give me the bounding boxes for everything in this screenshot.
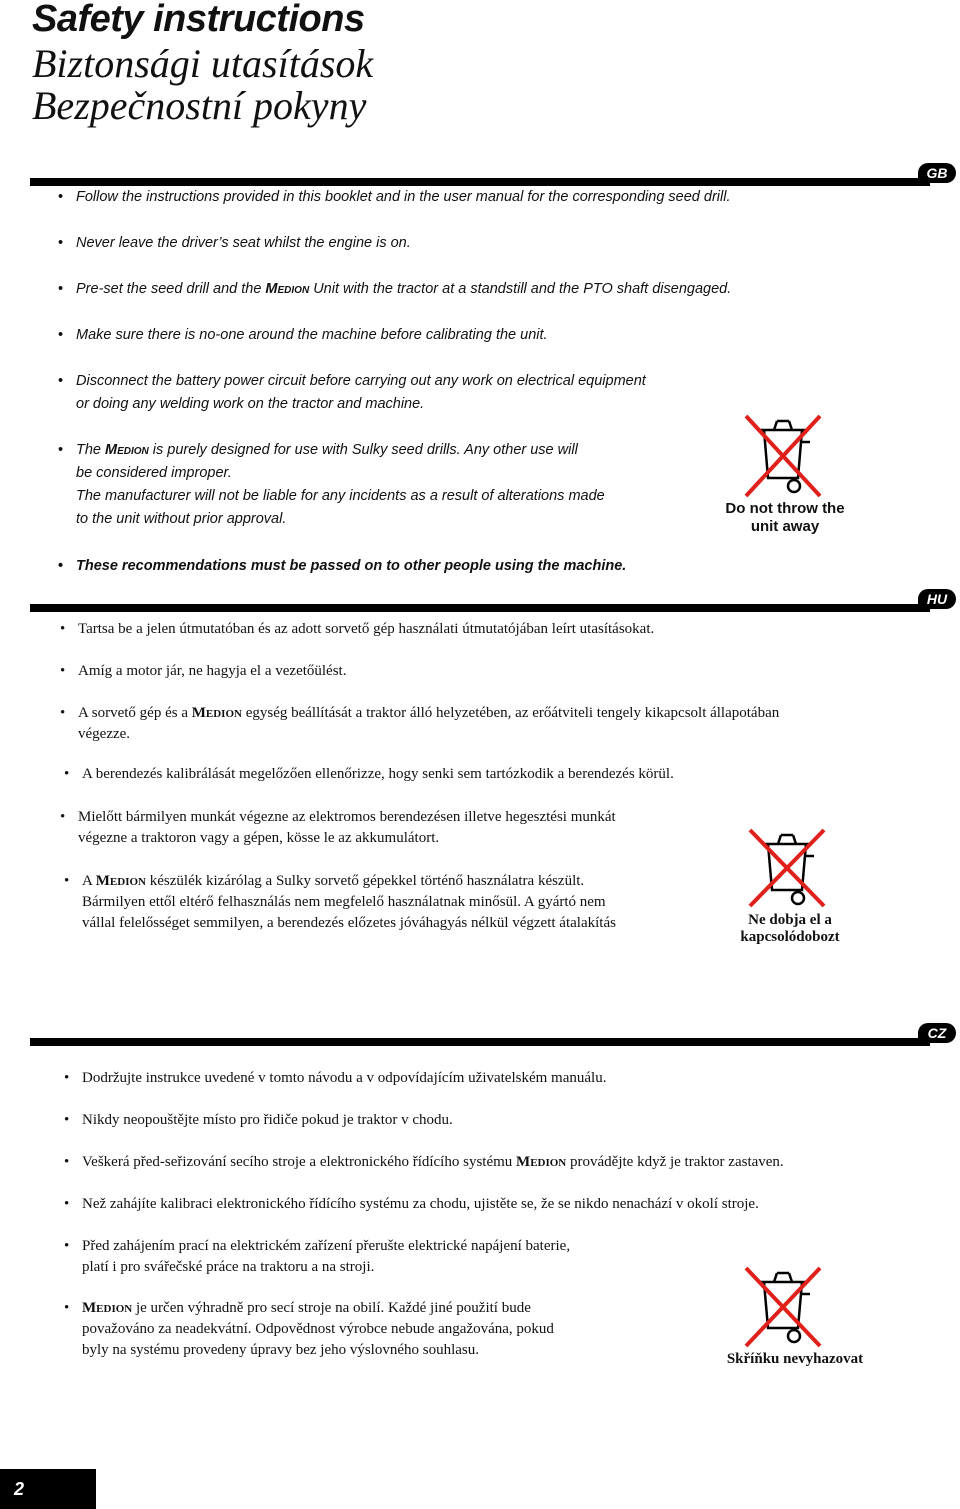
list-item: • Amíg a motor jár, ne hagyja el a vezetőülést. bbox=[60, 663, 347, 679]
list-item: • A sorvető gép és a Medion egység beállítását a traktor álló helyzetében, az erőátviteli tengely kikapcsolt állapotában végezze. bbox=[60, 705, 780, 742]
list-item: • Tartsa be a jelen útmutatóban és az adott sorvető gép használati útmutatójában leírt utasításokat. bbox=[60, 621, 655, 637]
bin-caption-hu: Ne dobja el a kapcsolódobozt bbox=[740, 912, 840, 945]
list-item: • Disconnect the battery power circuit before carrying out any work on electrical equipment or doing any welding work on the tractor and machine. bbox=[58, 373, 646, 412]
list-item: • Pre-set the seed drill and the Medion Unit with the tractor at a standstill and the PTO shaft disengaged. bbox=[58, 281, 732, 297]
page-number: 2 bbox=[0, 1469, 96, 1509]
list-item: • Než zahájíte kalibraci elektronického řídícího systému za chodu, ujistěte se, že se nikdo nenachází v okolí stroje. bbox=[64, 1196, 759, 1212]
list-item: • Never leave the driver’s seat whilst the engine is on. bbox=[58, 235, 411, 251]
brand-name: Medion bbox=[265, 281, 310, 297]
list-item: • Veškerá před-seřizování secího stroje a elektronického řídícího systému Medion provádějte když je traktor zastaven. bbox=[64, 1154, 784, 1170]
list-item: • Dodržujte instrukce uvedené v tomto návodu a v odpovídajícím uživatelském manuálu. bbox=[64, 1070, 607, 1086]
list-item: • Medion je určen výhradně pro secí stroje na obilí. Každé jiné použití bude považováno za neadekvátní. Odpovědnost výrobce nebude angažována, pokud byly na systému provedeny úpravy bez jeho výslovného souhlasu. bbox=[64, 1300, 554, 1358]
title-english: Safety instructions bbox=[32, 0, 365, 40]
section-rule-gb bbox=[30, 178, 930, 186]
crossed-out-wheelie-bin-icon bbox=[740, 412, 826, 500]
list-item: • Nikdy neopouštějte místo pro řidiče pokud je traktor v chodu. bbox=[64, 1112, 453, 1128]
list-item: • Před zahájením prací na elektrickém zařízení přerušte elektrické napájení baterie, platí i pro svářečské práce na traktoru a na stroji. bbox=[64, 1238, 571, 1275]
section-rule-hu bbox=[30, 604, 930, 612]
brand-name: Medion bbox=[95, 873, 146, 889]
brand-name: Medion bbox=[105, 442, 149, 458]
crossed-out-wheelie-bin-icon bbox=[740, 1264, 826, 1350]
language-badge-gb: GB bbox=[918, 163, 956, 183]
list-item: • These recommendations must be passed on to other people using the machine. bbox=[58, 558, 627, 574]
list-item: • Follow the instructions provided in this booklet and in the user manual for the corresponding seed drill. bbox=[58, 189, 731, 205]
list-item: • The Medion is purely designed for use with Sulky seed drills. Any other use will be considered improper. The manufacturer will not be liable for any incidents as a result of alterations made to the unit without prior approval. bbox=[58, 442, 605, 527]
title-hungarian: Biztonsági utasítások bbox=[32, 41, 374, 86]
section-rule-cz bbox=[30, 1038, 930, 1046]
brand-name: Medion bbox=[82, 1300, 133, 1316]
language-badge-cz: CZ bbox=[918, 1023, 956, 1043]
list-item: • A Medion készülék kizárólag a Sulky sorvető gépekkel történő használatra készült. Bármilyen ettől eltérő felhasználás nem megfelelő használatnak minősül. A gyártó nem vállal felelősséget semmilyen, a berendezés előzetes jóváhagyás nélkül végzett átalakítás bbox=[64, 873, 616, 931]
brand-name: Medion bbox=[516, 1154, 567, 1170]
list-item: • Make sure there is no-one around the machine before calibrating the unit. bbox=[58, 327, 548, 343]
brand-name: Medion bbox=[191, 705, 242, 721]
title-czech: Bezpečnostní pokyny bbox=[32, 83, 367, 128]
list-item: • Mielőtt bármilyen munkát végezne az elektromos berendezésen illetve hegesztési munkát végezne a traktoron vagy a gépen, kösse le az akkumulátort. bbox=[60, 809, 616, 846]
bin-caption-cz: Skříňku nevyhazovat bbox=[726, 1351, 864, 1367]
crossed-out-wheelie-bin-icon bbox=[744, 826, 830, 910]
list-item: • A berendezés kalibrálását megelőzően ellenőrizze, hogy senki sem tartózkodik a berendezés körül. bbox=[64, 766, 674, 782]
bin-caption-gb: Do not throw the unit away bbox=[725, 500, 845, 535]
language-badge-hu: HU bbox=[918, 589, 956, 609]
